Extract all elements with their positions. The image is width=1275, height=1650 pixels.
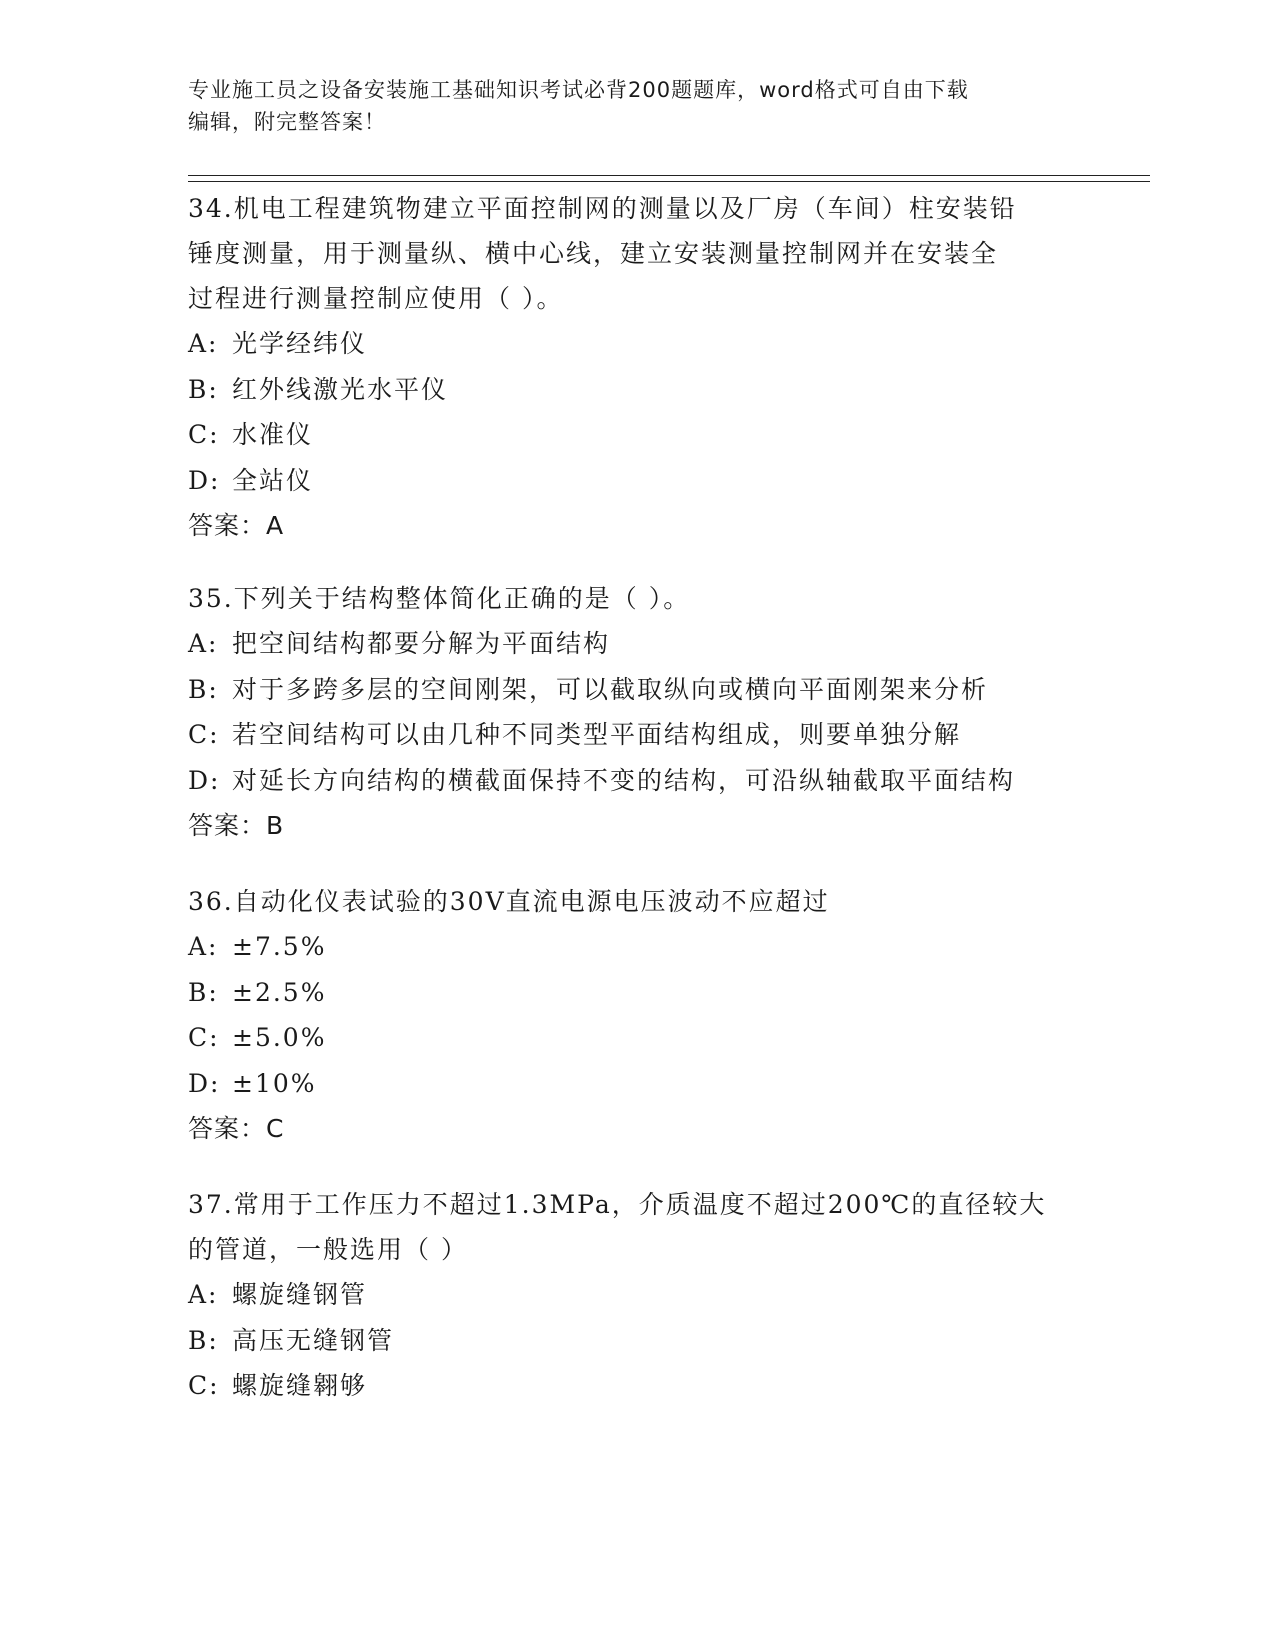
- option-a: A: 螺旋缝钢管: [188, 1280, 368, 1309]
- option-b: B: 红外线激光水平仪: [188, 374, 449, 404]
- stem-line: 36.自动化仪表试验的30V直流电源电压波动不应超过: [188, 887, 830, 916]
- question-stem: [188, 186, 1088, 321]
- option-a: A: 光学经纬仪: [188, 329, 368, 358]
- option-b: B: 高压无缝钢管: [188, 1325, 395, 1355]
- stem-line: 37.常用于工作压力不超过1.3MPa，介质温度不超过200℃的直径较大: [188, 1190, 1047, 1219]
- option-d: D: 全站仪: [188, 465, 314, 495]
- option-b: B: 对于多跨多层的空间刚架，可以截取纵向或横向平面刚架来分析: [188, 674, 989, 704]
- answer: 答案：B: [188, 811, 285, 840]
- option-a: A: ±7.5%: [188, 932, 327, 961]
- stem-line: 35.下列关于结构整体简化正确的是（ ）。: [188, 584, 691, 613]
- stem-line: 34.机电工程建筑物建立平面控制网的测量以及厂房（车间）柱安装铅: [188, 194, 1017, 223]
- option-c: C: ±5.0%: [188, 1023, 327, 1052]
- option-d: D: ±10%: [188, 1068, 317, 1098]
- option-c: C: 螺旋缝翱够: [188, 1371, 368, 1400]
- document-header: [188, 74, 1068, 138]
- question-34: [188, 186, 1088, 548]
- stem-line: 锤度测量，用于测量纵、横中心线，建立安装测量控制网并在安装全: [188, 239, 999, 268]
- stem-line: 过程进行测量控制应使用（ ）。: [188, 284, 564, 313]
- question-37: [188, 1182, 1088, 1409]
- answer: 答案：A: [188, 511, 285, 540]
- answer: 答案：C: [188, 1114, 285, 1143]
- option-d: D: 对延长方向结构的横截面保持不变的结构，可沿纵轴截取平面结构: [188, 765, 1016, 795]
- option-a: A: 把空间结构都要分解为平面结构: [188, 629, 611, 658]
- header-divider-top: [188, 175, 1150, 176]
- header-line-2: 编辑，附完整答案！: [188, 110, 386, 134]
- option-c: C: 若空间结构可以由几种不同类型平面结构组成，则要单独分解: [188, 720, 962, 749]
- question-36: [188, 879, 1088, 1151]
- question-stem: [188, 1182, 1088, 1272]
- question-stem: [188, 576, 1088, 621]
- header-divider-bottom: [188, 181, 1150, 182]
- header-line-1: 专业施工员之设备安装施工基础知识考试必背200题题库，word格式可自由下载: [188, 78, 969, 102]
- question-35: [188, 576, 1088, 848]
- option-b: B: ±2.5%: [188, 977, 327, 1007]
- option-c: C: 水准仪: [188, 420, 314, 449]
- question-stem: [188, 879, 1088, 924]
- stem-line: 的管道，一般选用（ ）: [188, 1235, 468, 1264]
